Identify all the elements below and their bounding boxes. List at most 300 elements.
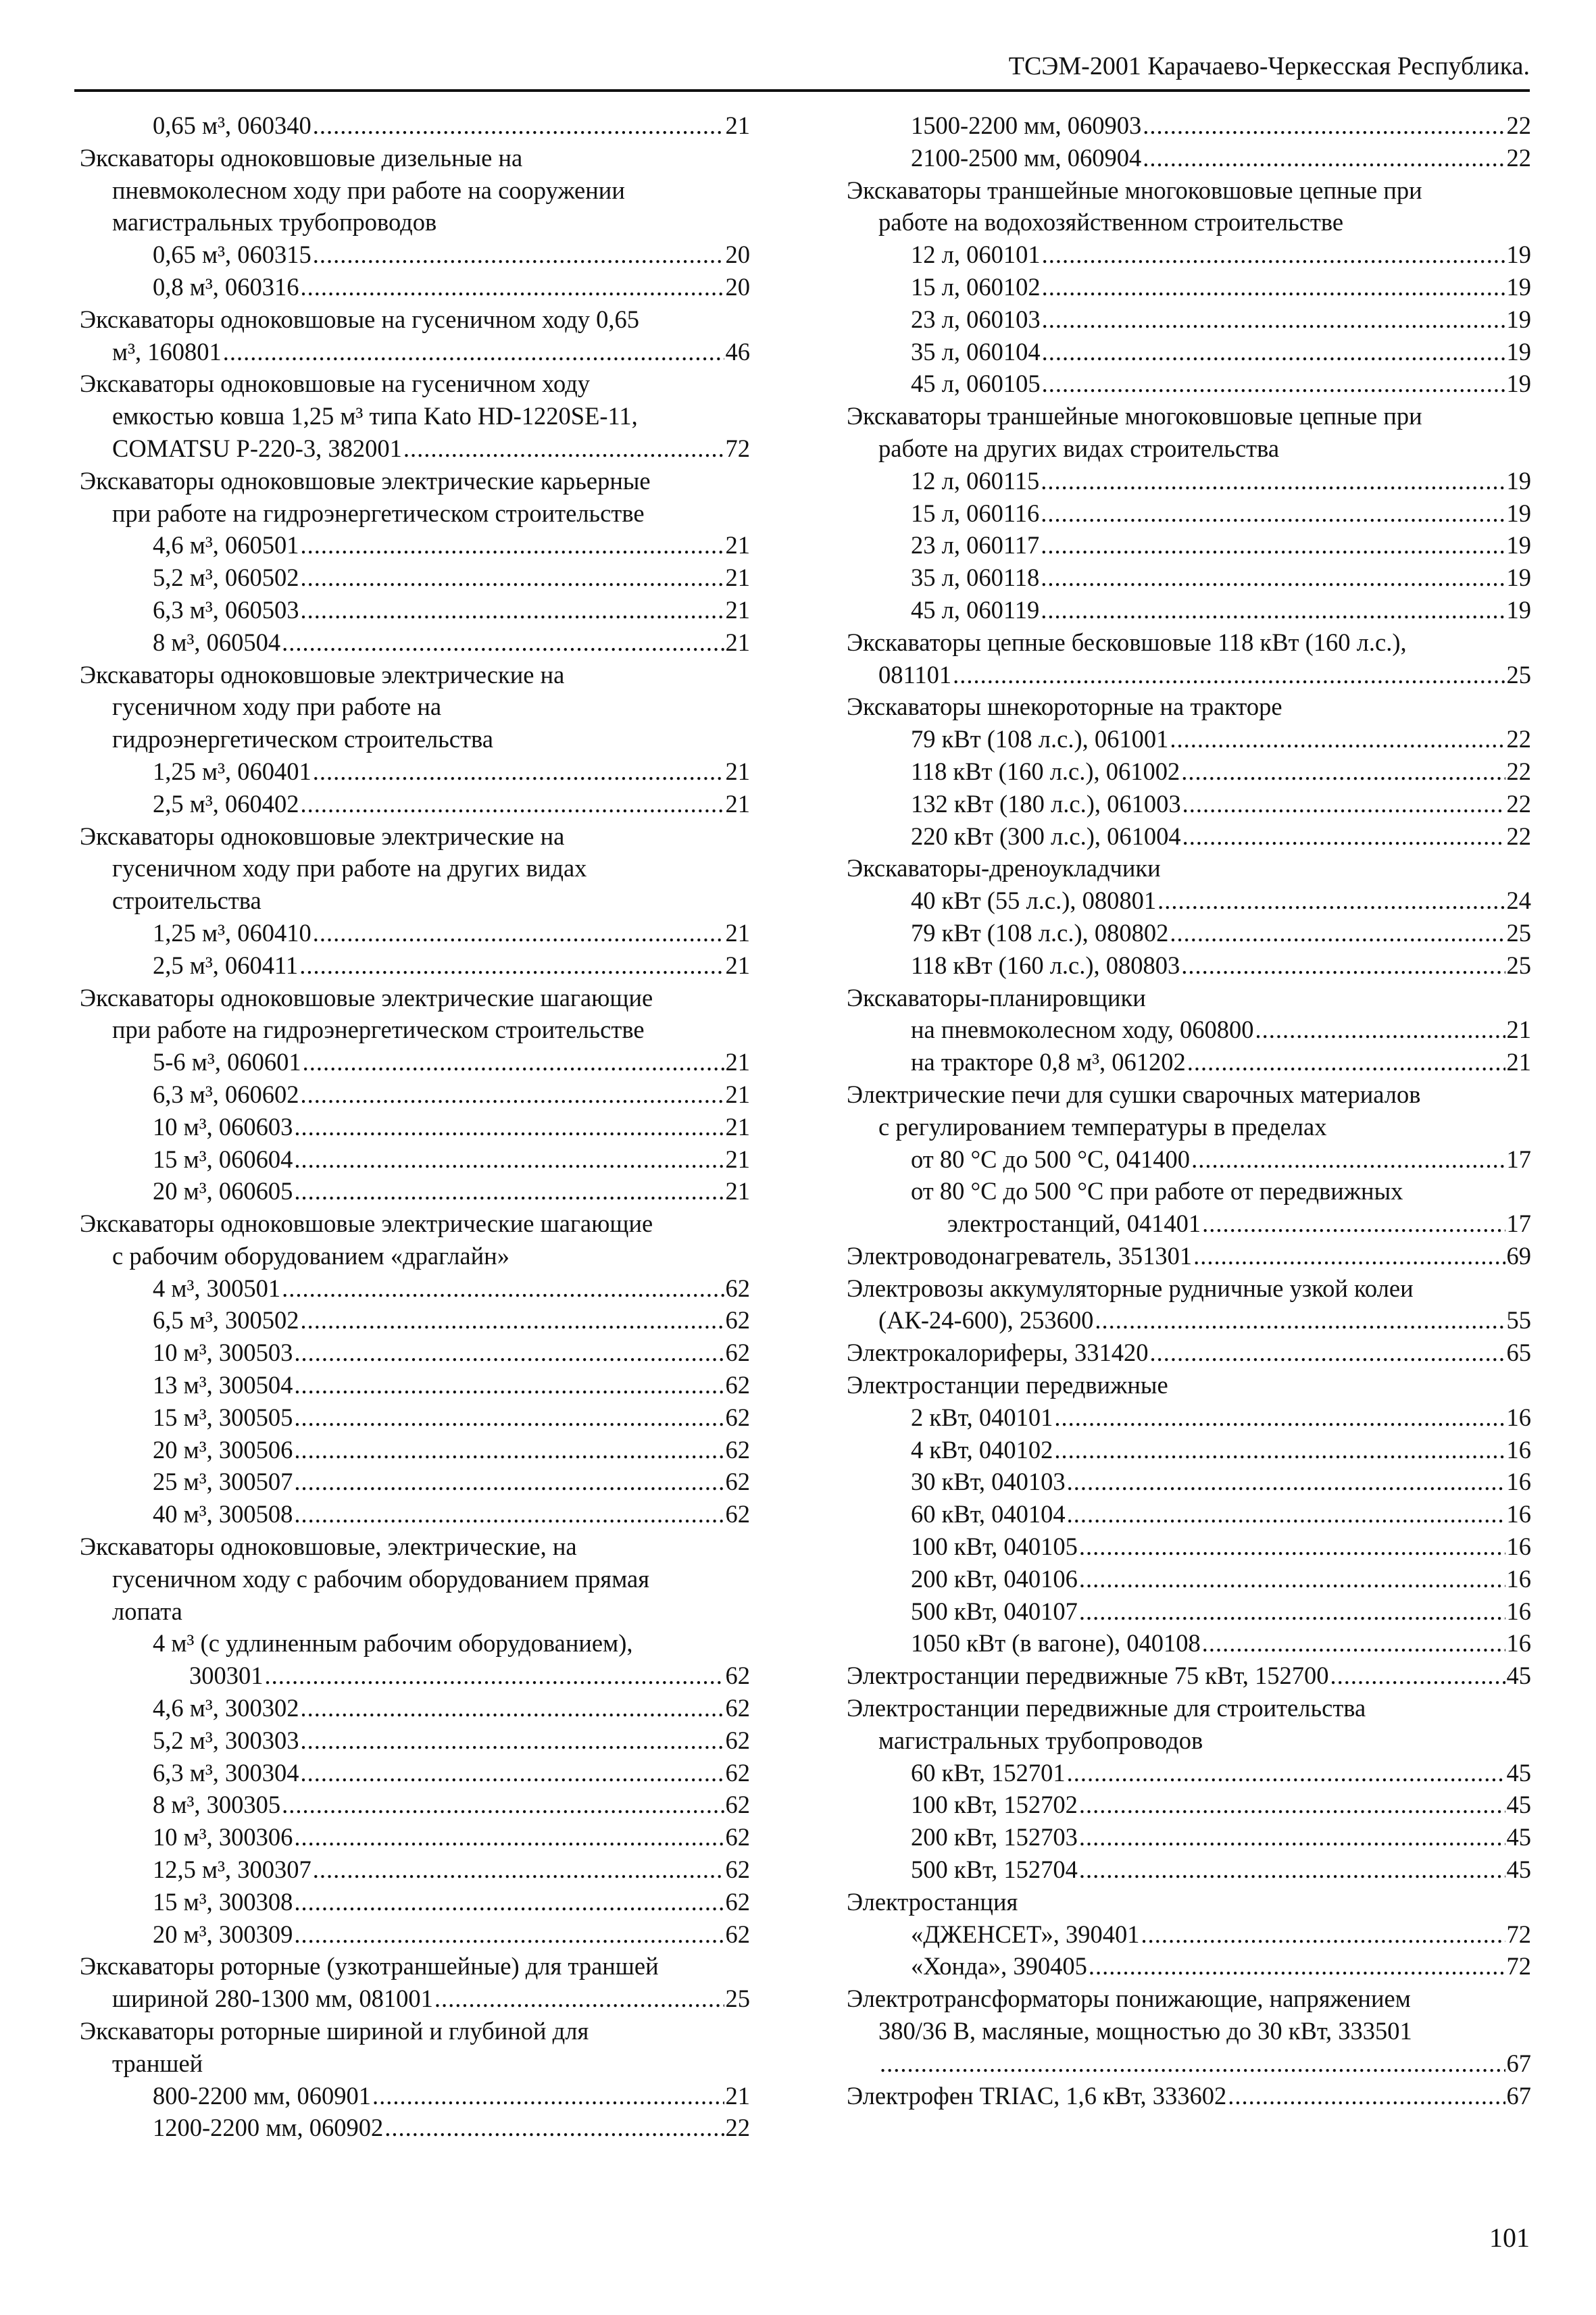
index-entry-page: 62 [725, 1791, 750, 1819]
index-entry [80, 1530, 750, 1563]
index-entry-text: 35 л, 060118 [911, 564, 1040, 592]
index-entry-page: 62 [725, 1726, 750, 1754]
index-entry [80, 1789, 750, 1821]
index-entry-page: 21 [725, 1048, 750, 1076]
index-entry [846, 1724, 1531, 1757]
index-entry [846, 1111, 1531, 1143]
index-entry-text: 23 л, 060117 [911, 531, 1040, 559]
index-entry-page: 20 [725, 272, 750, 301]
index-entry-text: 8 м³, 300305 [153, 1791, 281, 1819]
index-entry [846, 529, 1531, 562]
index-entry-text: 10 м³, 300503 [153, 1339, 293, 1367]
index-entry-text: 4 м³ (с удлиненным рабочим оборудованием), [153, 1629, 633, 1658]
index-entry [846, 336, 1531, 368]
index-entry-text: 15 м³, 300308 [153, 1887, 293, 1916]
index-entry [80, 1498, 750, 1530]
index-entry [80, 1757, 750, 1789]
index-entry [80, 1272, 750, 1305]
index-entry-text: 0,65 м³, 060315 [153, 241, 311, 269]
index-entry [846, 497, 1531, 530]
index-entry [846, 142, 1531, 174]
dot-leader [1042, 303, 1505, 336]
index-entry-page: 72 [725, 434, 750, 462]
index-entry [80, 2015, 750, 2047]
index-entry-page: 62 [725, 1887, 750, 1916]
running-header: ТСЭМ-2001 Карачаево-Черкесская Республика. [1008, 52, 1530, 80]
index-entry-text: 79 кВт (108 л.с.), 061001 [911, 725, 1169, 753]
index-entry [846, 1078, 1531, 1111]
index-entry [80, 917, 750, 949]
index-entry-text: 20 м³, 300506 [153, 1435, 293, 1464]
dot-leader [1191, 1143, 1505, 1176]
index-entry-text: 35 л, 060104 [911, 337, 1041, 366]
index-entry [846, 1304, 1531, 1337]
index-entry-page: 19 [1506, 241, 1531, 269]
index-entry-page: 24 [1506, 887, 1531, 915]
dot-leader [1143, 109, 1505, 142]
index-entry-text: м³, 160801 [112, 337, 222, 366]
dot-leader [294, 1918, 724, 1951]
index-entry [846, 1692, 1531, 1724]
dot-leader [294, 1434, 724, 1466]
index-entry [80, 755, 750, 788]
index-entry-page: 21 [725, 1177, 750, 1205]
index-entry [846, 1046, 1531, 1078]
index-entry-text: магистральных трубопроводов [878, 1726, 1203, 1754]
index-entry-page: 72 [1506, 1920, 1531, 1948]
index-entry-text: Электровозы аккумуляторные рудничные узкой колеи [847, 1274, 1414, 1302]
index-entry-page: 21 [725, 564, 750, 592]
dot-leader [1041, 497, 1505, 530]
index-entry [846, 2080, 1531, 2112]
index-entry-text: 79 кВт (108 л.с.), 080802 [911, 918, 1169, 947]
index-entry [846, 1853, 1531, 1886]
index-column-right [846, 109, 1531, 2112]
index-entry-text: Экскаваторы одноковшовые электрические карьерные [80, 466, 651, 495]
index-entry-text: Электростанция [847, 1887, 1018, 1916]
index-entry-text: 2,5 м³, 060402 [153, 789, 299, 818]
index-entry [80, 303, 750, 336]
index-entry [846, 562, 1531, 594]
index-entry-text: 100 кВт, 040105 [911, 1533, 1078, 1561]
index-entry [846, 1466, 1531, 1498]
index-entry-text: 4 м³, 300501 [153, 1274, 281, 1302]
index-entry [80, 1046, 750, 1078]
index-entry-page: 21 [725, 789, 750, 818]
index-entry-page: 22 [725, 2114, 750, 2142]
index-entry [80, 1853, 750, 1886]
index-entry-page: 45 [1506, 1823, 1531, 1851]
index-entry-text: Экскаваторы одноковшовые на гусеничном ходу 0,65 [80, 305, 640, 333]
index-entry [846, 1434, 1531, 1466]
index-entry [846, 1660, 1531, 1692]
index-entry-text: Экскаваторы одноковшовые, электрические, на [80, 1533, 577, 1561]
index-entry [846, 174, 1531, 207]
index-entry-text: 6,3 м³, 300304 [153, 1758, 299, 1787]
index-entry-page: 16 [1506, 1500, 1531, 1528]
index-entry [80, 788, 750, 820]
index-entry [80, 1304, 750, 1337]
index-entry-page: 25 [1506, 918, 1531, 947]
index-entry-text: 0,8 м³, 060316 [153, 272, 299, 301]
index-entry [80, 1175, 750, 1208]
index-entry [80, 626, 750, 659]
index-entry [80, 1983, 750, 2015]
index-entry-page: 25 [1506, 951, 1531, 979]
index-entry-text: Экскаваторы-дреноукладчики [847, 854, 1161, 882]
index-entry [846, 1143, 1531, 1176]
dot-leader [1181, 755, 1505, 788]
index-entry [846, 1757, 1531, 1789]
index-entry-text: Электрофен TRIAC, 1,6 кВт, 333602 [847, 2081, 1227, 2110]
dot-leader [301, 562, 724, 594]
index-entry-text: 15 м³, 060604 [153, 1145, 293, 1173]
index-entry [80, 1950, 750, 1983]
index-entry [846, 1821, 1531, 1853]
dot-leader [1170, 917, 1505, 949]
index-entry [846, 788, 1531, 820]
dot-leader [301, 1692, 724, 1724]
index-entry-text: 2,5 м³, 060411 [153, 951, 299, 979]
index-entry-text: Экскаваторы одноковшовые дизельные на [80, 143, 523, 172]
index-entry [80, 1111, 750, 1143]
dot-leader [1067, 1757, 1505, 1789]
index-entry [846, 1627, 1531, 1660]
index-entry [80, 1078, 750, 1111]
index-entry-text: 25 м³, 300507 [153, 1468, 293, 1496]
index-entry-page: 62 [725, 1856, 750, 1884]
index-entry-text: 40 кВт (55 л.с.), 080801 [911, 887, 1157, 915]
index-entry [80, 982, 750, 1014]
dot-leader [1141, 1918, 1505, 1951]
index-entry-text: 6,5 м³, 300502 [153, 1306, 299, 1335]
index-entry-text: 4,6 м³, 300302 [153, 1694, 299, 1722]
index-entry [80, 1595, 750, 1628]
index-entry-text: Экскаваторы одноковшовые электрические шагающие [80, 983, 653, 1012]
dot-leader [1255, 1014, 1505, 1046]
index-entry-page: 62 [725, 1435, 750, 1464]
index-entry-page: 67 [1506, 2049, 1531, 2077]
index-entry-text: 10 м³, 300306 [153, 1823, 293, 1851]
index-entry-text: пневмоколесном ходу при работе на сооружении [112, 176, 625, 204]
index-entry-text: 5-6 м³, 060601 [153, 1048, 301, 1076]
index-entry-text: 300301 [189, 1662, 264, 1690]
index-entry-text: 6,3 м³, 060503 [153, 595, 299, 624]
index-entry [80, 400, 750, 432]
index-entry-text: гусеничном ходу с рабочим оборудованием прямая [112, 1564, 650, 1593]
index-entry [846, 755, 1531, 788]
dot-leader [313, 239, 724, 271]
dot-leader [1079, 1821, 1505, 1853]
index-entry [846, 723, 1531, 755]
index-entry-page: 21 [725, 1112, 750, 1141]
dot-leader [301, 594, 724, 626]
dot-leader [294, 1498, 724, 1530]
index-entry-text: на пневмоколесном ходу, 060800 [911, 1016, 1254, 1044]
index-entry [846, 2047, 1531, 2080]
index-entry-page: 22 [1506, 757, 1531, 785]
dot-leader [294, 1143, 724, 1176]
index-entry [846, 1272, 1531, 1305]
index-entry [80, 1886, 750, 1918]
index-entry [846, 917, 1531, 949]
index-entry-page: 22 [1506, 789, 1531, 818]
dot-leader [1330, 1660, 1505, 1692]
index-entry-page: 19 [1506, 337, 1531, 366]
index-entry [846, 1498, 1531, 1530]
index-entry-page: 55 [1506, 1306, 1531, 1335]
index-entry [846, 1337, 1531, 1369]
index-entry-page: 21 [725, 1145, 750, 1173]
dot-leader [299, 949, 724, 982]
dot-leader [301, 1078, 724, 1111]
index-entry [80, 529, 750, 562]
index-entry-text: 6,3 м³, 060602 [153, 1080, 299, 1108]
index-entry [80, 1401, 750, 1434]
index-entry-text: Экскаваторы одноковшовые электрические на [80, 822, 565, 850]
index-entry [80, 1627, 750, 1660]
dot-leader [301, 1724, 724, 1757]
index-entry-page: 62 [725, 1920, 750, 1948]
dot-leader [1095, 1304, 1505, 1337]
index-entry-text: Экскаваторы одноковшовые электрические шагающие [80, 1210, 653, 1238]
index-entry-text: Экскаваторы одноковшовые на гусеничном ходу [80, 370, 591, 398]
index-entry-page: 16 [1506, 1435, 1531, 1464]
dot-leader [1041, 465, 1505, 497]
index-entry-text: 30 кВт, 040103 [911, 1468, 1066, 1496]
index-entry-page: 21 [1506, 1048, 1531, 1076]
index-entry-page: 21 [725, 918, 750, 947]
dot-leader [294, 1886, 724, 1918]
dot-leader [403, 432, 724, 465]
index-entry-text: от 80 °С до 500 °С, 041400 [911, 1145, 1191, 1173]
index-entry-text: 1050 кВт (в вагоне), 040108 [911, 1629, 1201, 1658]
index-entry [80, 1337, 750, 1369]
index-entry-text: от 80 °С до 500 °С при работе от передвижных [911, 1177, 1403, 1205]
dot-leader [1181, 949, 1505, 982]
index-entry [80, 1821, 750, 1853]
index-entry-page: 62 [725, 1500, 750, 1528]
dot-leader [1041, 529, 1505, 562]
index-entry-text: 45 л, 060105 [911, 370, 1041, 398]
index-entry [80, 271, 750, 303]
index-entry-page: 22 [1506, 143, 1531, 172]
index-entry [846, 1886, 1531, 1918]
index-entry-text: 800-2200 мм, 060901 [153, 2081, 371, 2110]
index-entry-text: 5,2 м³, 060502 [153, 564, 299, 592]
dot-leader [282, 1789, 724, 1821]
index-entry [80, 497, 750, 530]
index-entry [80, 1724, 750, 1757]
index-entry-page: 21 [725, 595, 750, 624]
index-entry [846, 1401, 1531, 1434]
index-entry [846, 1208, 1531, 1240]
index-entry-page: 21 [725, 111, 750, 139]
index-entry-text: 15 л, 060102 [911, 272, 1041, 301]
index-entry-text: Электростанции передвижные для строительства [847, 1694, 1366, 1722]
index-entry-text: Электрокалориферы, 331420 [847, 1339, 1149, 1367]
index-entry-text: 1,25 м³, 060410 [153, 918, 311, 947]
dot-leader [303, 1046, 724, 1078]
dot-leader [1079, 1563, 1505, 1595]
index-entry-page: 69 [1506, 1241, 1531, 1270]
dot-leader [282, 1272, 724, 1305]
dot-leader [223, 336, 724, 368]
index-entry [80, 1466, 750, 1498]
index-entry [846, 852, 1531, 885]
index-entry [80, 1208, 750, 1240]
index-entry-text: гидроэнергетическом строительства [112, 725, 493, 753]
dot-leader [301, 1757, 724, 1789]
index-entry [846, 465, 1531, 497]
index-entry [846, 982, 1531, 1014]
index-entry-page: 21 [1506, 1016, 1531, 1044]
index-entry [80, 1143, 750, 1176]
index-entry-page: 62 [725, 1468, 750, 1496]
dot-leader [265, 1660, 724, 1692]
dot-leader [1182, 788, 1505, 820]
dot-leader [1067, 1466, 1505, 1498]
index-entry [846, 1563, 1531, 1595]
dot-leader [1079, 1789, 1505, 1821]
index-entry [80, 2112, 750, 2144]
index-entry-text: 1200-2200 мм, 060902 [153, 2114, 384, 2142]
index-entry [846, 1530, 1531, 1563]
index-entry-text: на тракторе 0,8 м³, 061202 [911, 1048, 1186, 1076]
dot-leader [1157, 885, 1505, 917]
index-entry-page: 62 [725, 1274, 750, 1302]
index-entry-text: 1,25 м³, 060401 [153, 757, 311, 785]
index-entry-text: (АК-24-600), 253600 [878, 1306, 1094, 1335]
index-entry [846, 206, 1531, 239]
dot-leader [1067, 1498, 1505, 1530]
index-entry-page: 62 [725, 1694, 750, 1722]
index-entry-text: 13 м³, 300504 [153, 1371, 293, 1399]
index-entry [846, 303, 1531, 336]
dot-leader [1041, 562, 1505, 594]
index-entry-page: 16 [1506, 1597, 1531, 1625]
index-entry-page: 21 [725, 951, 750, 979]
dot-leader [1228, 2080, 1505, 2112]
index-entry-text: Электротрансформаторы понижающие, напряжением [847, 1985, 1411, 2013]
index-entry-page: 19 [1506, 564, 1531, 592]
index-entry [846, 271, 1531, 303]
index-entry-text: Экскаваторы шнекороторные на тракторе [847, 693, 1282, 721]
index-entry-page: 65 [1506, 1339, 1531, 1367]
index-entry-text: Экскаваторы-планировщики [847, 983, 1146, 1012]
index-column-left [80, 109, 750, 2144]
index-entry [80, 659, 750, 691]
index-entry-text: Экскаваторы одноковшовые электрические на [80, 660, 565, 689]
index-entry-text: 132 кВт (180 л.с.), 061003 [911, 789, 1181, 818]
dot-leader [1042, 368, 1505, 400]
index-entry [846, 368, 1531, 400]
index-entry-text: с регулированием температуры в пределах [878, 1112, 1327, 1141]
dot-leader [1079, 1530, 1505, 1563]
index-entry [80, 1692, 750, 1724]
dot-leader [1089, 1950, 1505, 1983]
index-entry [846, 1789, 1531, 1821]
index-entry-page: 45 [1506, 1758, 1531, 1787]
index-entry-text: работе на водохозяйственном строительстве [878, 208, 1344, 237]
index-entry-text: 1500-2200 мм, 060903 [911, 111, 1142, 139]
dot-leader [294, 1111, 724, 1143]
index-entry-page: 21 [725, 1080, 750, 1108]
index-entry-page: 45 [1506, 1791, 1531, 1819]
dot-leader [434, 1983, 724, 2015]
index-entry-page: 22 [1506, 822, 1531, 850]
index-entry [846, 1983, 1531, 2015]
index-entry-page: 25 [1506, 660, 1531, 689]
index-entry-page: 21 [725, 2081, 750, 2110]
index-entry-text: 2 кВт, 040101 [911, 1403, 1053, 1431]
index-entry-page: 19 [1506, 595, 1531, 624]
index-entry-page: 25 [725, 1985, 750, 2013]
index-entry-text: шириной 280-1300 мм, 081001 [112, 1985, 433, 2013]
index-entry-text: 200 кВт, 040106 [911, 1564, 1078, 1593]
index-entry-text: 12,5 м³, 300307 [153, 1856, 311, 1884]
index-entry [80, 562, 750, 594]
index-entry [846, 109, 1531, 142]
index-entry [80, 691, 750, 723]
index-entry [80, 206, 750, 239]
index-entry [80, 1660, 750, 1692]
index-entry-page: 19 [1506, 499, 1531, 527]
index-entry-page: 21 [725, 628, 750, 656]
index-entry [80, 2047, 750, 2080]
index-entry [846, 659, 1531, 691]
index-entry [846, 1369, 1531, 1401]
dot-leader [1170, 723, 1505, 755]
index-entry-page: 62 [725, 1403, 750, 1431]
index-entry-text: емкостью ковша 1,25 м³ типа Kato HD-1220SE-11, [112, 402, 638, 430]
index-entry-text: 45 л, 060119 [911, 595, 1040, 624]
index-entry-text: Электрические печи для сушки сварочных материалов [847, 1080, 1421, 1108]
index-entry [80, 1434, 750, 1466]
index-entry [80, 174, 750, 207]
index-entry-page: 62 [725, 1823, 750, 1851]
dot-leader [294, 1337, 724, 1369]
dot-leader [301, 271, 724, 303]
index-entry-text: траншей [112, 2049, 203, 2077]
index-entry [846, 1014, 1531, 1046]
index-entry-text: Экскаваторы цепные бесковшовые 118 кВт (160 л.с.), [847, 628, 1407, 656]
index-entry-text: 60 кВт, 040104 [911, 1500, 1066, 1528]
index-entry-text: 4,6 м³, 060501 [153, 531, 299, 559]
index-entry-text: 40 м³, 300508 [153, 1500, 293, 1528]
index-entry-page: 16 [1506, 1533, 1531, 1561]
index-entry [80, 949, 750, 982]
dot-leader [294, 1175, 724, 1208]
index-entry-text: при работе на гидроэнергетическом строительстве [112, 1016, 645, 1044]
index-entry [846, 1950, 1531, 1983]
index-entry-text: с рабочим оборудованием «драглайн» [112, 1241, 509, 1270]
index-entry-text: 100 кВт, 152702 [911, 1791, 1078, 1819]
dot-leader [1042, 239, 1505, 271]
index-entry-text: Экскаваторы траншейные многоковшовые цепные при [847, 176, 1422, 204]
index-entry-page: 62 [725, 1662, 750, 1690]
index-entry-page: 62 [725, 1339, 750, 1367]
index-entry [80, 109, 750, 142]
index-entry-text: 500 кВт, 152704 [911, 1856, 1078, 1884]
index-entry [846, 949, 1531, 982]
index-entry-page: 16 [1506, 1564, 1531, 1593]
index-entry-page: 19 [1506, 531, 1531, 559]
index-entry-text: лопата [112, 1597, 182, 1625]
dot-leader [313, 1853, 724, 1886]
index-entry [80, 368, 750, 400]
index-entry [80, 142, 750, 174]
